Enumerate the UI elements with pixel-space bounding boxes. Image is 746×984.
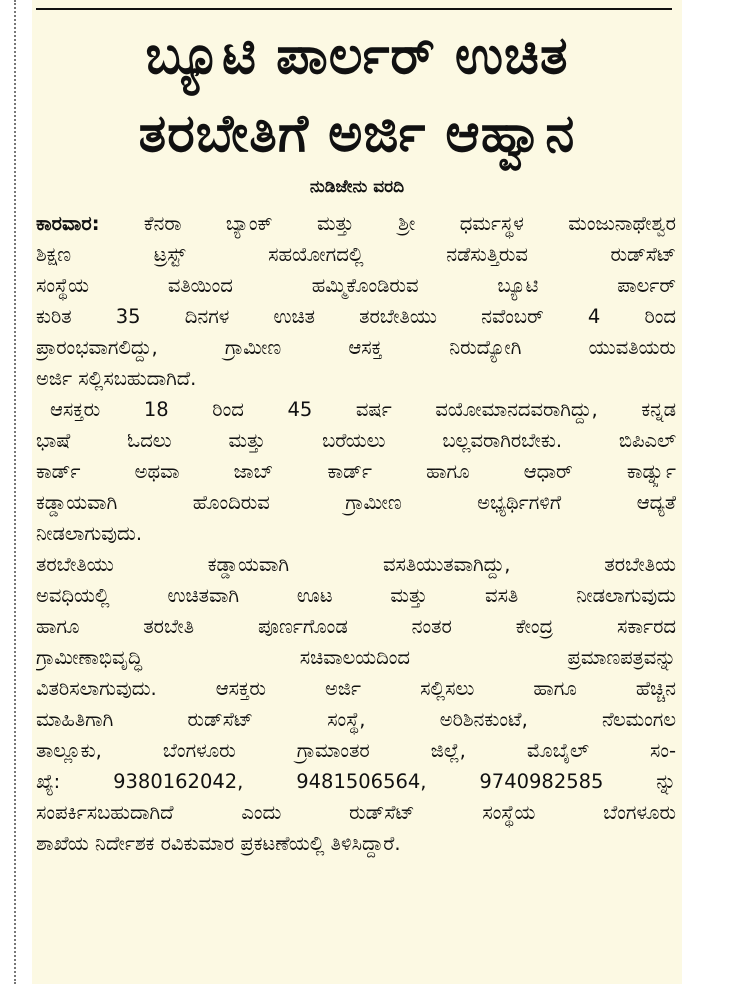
body-line: ಕಾರವಾರ: ಕೆನರಾ ಬ್ಯಾಂಕ್ ಮತ್ತು ಶ್ರೀ ಧರ್ಮಸ್ಥಳ ಮಂಜುನಾಥೇಶ್ವರ <box>36 212 676 235</box>
body-line: ವಿತರಿಸಲಾಗುವುದು. ಆಸಕ್ತರು ಅರ್ಜಿ ಸಲ್ಲಿಸಲು ಹಾಗೂ ಹೆಚ್ಚಿನ <box>36 677 676 700</box>
body-line: ಅರ್ಜಿ ಸಲ್ಲಿಸಬಹುದಾಗಿದೆ. <box>36 367 197 390</box>
headline-line-1: ಬ್ಯೂಟಿ ಪಾರ್ಲರ್ ಉಚಿತ <box>145 26 569 86</box>
body-line: ಶಿಕ್ಷಣ ಟ್ರಸ್ಟ್ ಸಹಯೋಗದಲ್ಲಿ ನಡೆಸುತ್ತಿರುವ ರುಡ್‌ಸೆಟ್ <box>36 243 676 266</box>
newspaper-clipping <box>32 0 682 984</box>
body-line: ಕುರಿತ 35 ದಿನಗಳ ಉಚಿತ ತರಬೇತಿಯು ನವೆಂಬರ್ 4 ರಿಂದ <box>36 305 676 328</box>
body-line: ಪ್ರಾರಂಭವಾಗಲಿದ್ದು, ಗ್ರಾಮೀಣ ಆಸಕ್ತ ನಿರುದ್ಯೋಗಿ ಯುವತಿಯರು <box>36 336 676 359</box>
body-line: ಸಂಸ್ಥೆಯ ವತಿಯಿಂದ ಹಮ್ಮಿಕೊಂಡಿರುವ ಬ್ಯೂಟಿ ಪಾರ್ಲರ್ <box>36 274 676 297</box>
body-line: ತಾಲ್ಲೂಕು, ಬೆಂಗಳೂರು ಗ್ರಾಮಾಂತರ ಜಿಲ್ಲೆ, ಮೊಬೈಲ್ ಸಂ- <box>36 739 676 762</box>
body-line: ಗ್ರಾಮೀಣಾಭಿವೃದ್ಧಿ ಸಚಿವಾಲಯದಿಂದ ಪ್ರಮಾಣಪತ್ರವನ್ನು <box>36 646 676 669</box>
article-body <box>36 208 676 859</box>
body-line: ಸಂಪರ್ಕಿಸಬಹುದಾಗಿದೆ ಎಂದು ರುಡ್‌ಸೆಟ್ ಸಂಸ್ಥೆಯ ಬೆಂಗಳೂರು <box>36 801 676 824</box>
top-rule <box>36 8 672 10</box>
body-line: ಕಡ್ಡಾಯವಾಗಿ ಹೊಂದಿರುವ ಗ್ರಾಮೀಣ ಅಭ್ಯರ್ಥಿಗಳಿಗೆ ಆದ್ಯತೆ <box>36 491 676 514</box>
dateline: ಕಾರವಾರ: <box>36 212 100 235</box>
body-line: ಖ್ಯೆ: 9380162042, 9481506564, 9740982585 ನ್ನು <box>36 770 676 793</box>
body-line: ಆಸಕ್ತರು 18 ರಿಂದ 45 ವರ್ಷ ವಯೋಮಾನದವರಾಗಿದ್ದು, ಕನ್ನಡ <box>50 398 676 421</box>
body-line: ತರಬೇತಿಯು ಕಡ್ಡಾಯವಾಗಿ ವಸತಿಯುತವಾಗಿದ್ದು, ತರಬೇತಿಯ <box>36 553 676 576</box>
dotted-cut-line <box>14 0 16 984</box>
body-line: ಶಾಖೆಯ ನಿರ್ದೇಶಕ ರವಿಕುಮಾರ ಪ್ರಕಟಣೆಯಲ್ಲಿ ತಿಳಿಸಿದ್ದಾರೆ. <box>36 832 401 855</box>
byline: ನುಡಿಜೇನು ವರದಿ <box>309 177 405 197</box>
body-line: ಮಾಹಿತಿಗಾಗಿ ರುಡ್‌ಸೆಟ್ ಸಂಸ್ಥೆ, ಅರಿಶಿನಕುಂಟೆ, ನೆಲಮಂಗಲ <box>36 708 676 731</box>
body-line: ನೀಡಲಾಗುವುದು. <box>36 522 143 545</box>
body-line: ಅವಧಿಯಲ್ಲಿ ಉಚಿತವಾಗಿ ಊಟ ಮತ್ತು ವಸತಿ ನೀಡಲಾಗುವುದು <box>36 584 676 607</box>
body-line: ಭಾಷೆ ಓದಲು ಮತ್ತು ಬರೆಯಲು ಬಲ್ಲವರಾಗಿರಬೇಕು. ಬಿಪಿಎಲ್ <box>36 429 676 452</box>
body-line: ಹಾಗೂ ತರಬೇತಿ ಪೂರ್ಣಗೊಂಡ ನಂತರ ಕೇಂದ್ರ ಸರ್ಕಾರದ <box>36 615 676 638</box>
body-line: ಕಾರ್ಡ್ ಅಥವಾ ಜಾಬ್ ಕಾರ್ಡ್ ಹಾಗೂ ಆಧಾರ್ ಕಾರ್ಡ್ನ್ನು <box>36 460 676 483</box>
headline-line-2: ತರಬೇತಿಗೆ ಅರ್ಜಿ ಆಹ್ವಾನ <box>138 104 576 164</box>
